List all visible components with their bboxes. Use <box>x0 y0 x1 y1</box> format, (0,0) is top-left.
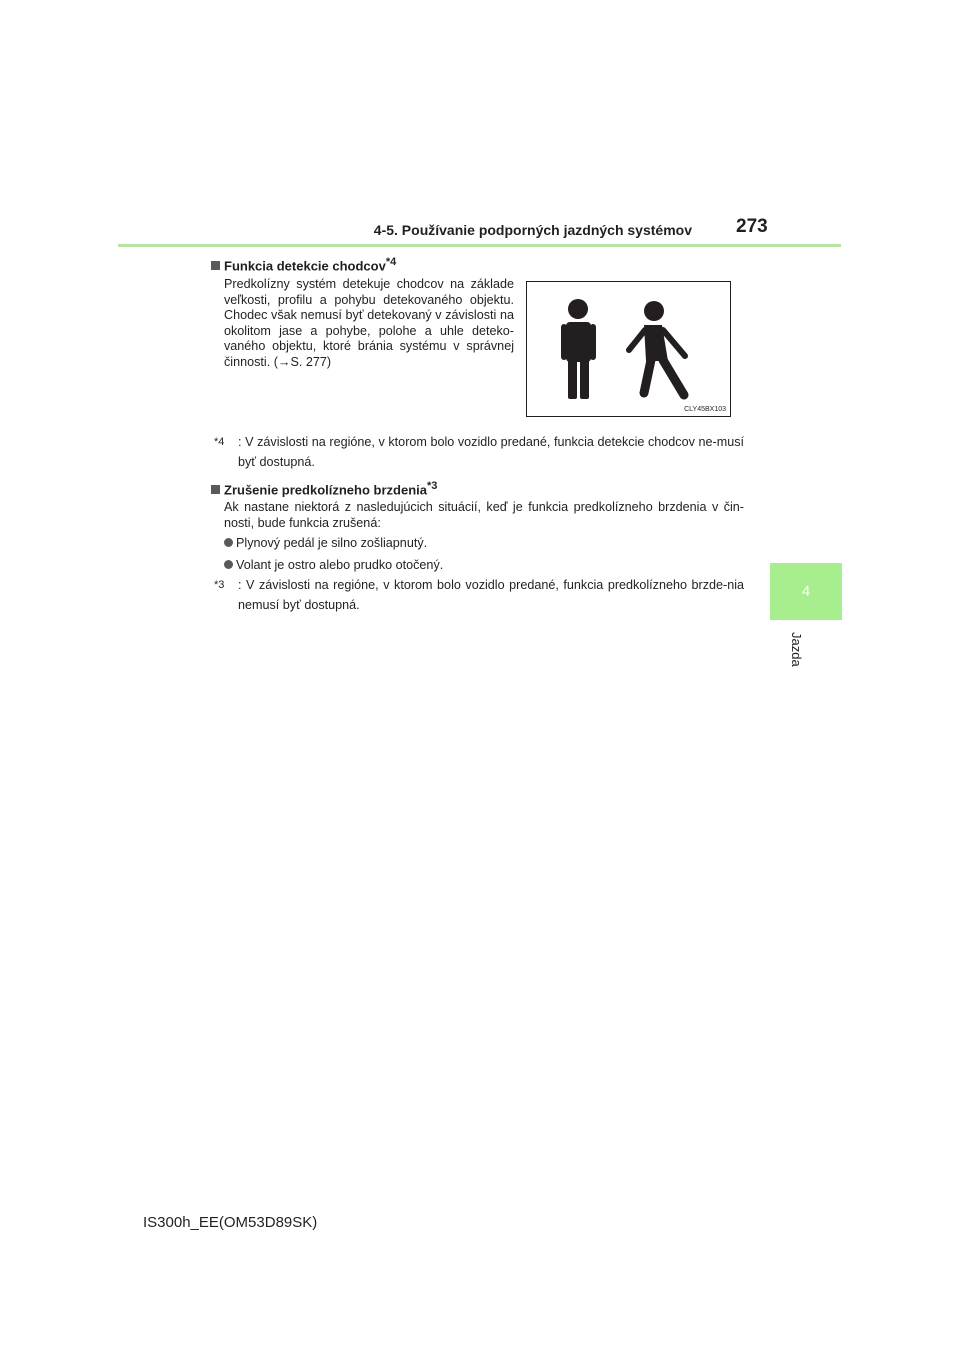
figure-pedestrians <box>526 281 731 417</box>
footnote-mark: *3 <box>214 579 225 591</box>
footnote-ref: *4 <box>385 256 397 268</box>
header-rule <box>118 244 841 247</box>
footnote <box>214 432 744 472</box>
section-heading-pedestrian <box>211 256 396 273</box>
round-bullet-icon <box>224 538 233 547</box>
header-section-title: 4-5. Používanie podporných jazdných systémov <box>373 222 692 238</box>
footnote-ref: *3 <box>426 480 438 492</box>
section-title: Funkcia detekcie chodcov <box>224 258 386 274</box>
section-title: Zrušenie predkolízneho brzdenia <box>224 482 427 498</box>
section-paragraph: Predkolízny systém detekuje chodcov na základe veľkosti, profilu a pohybu detekovaného objektu. Chodec však nemusí byť detekovaný v závislosti na okolitom jase a pohybe, polohe a uhle deteko-vaného objektu, ktoré bránia systému v správnej činnosti. (→S. 277) <box>224 277 514 369</box>
standing-person-icon <box>561 299 596 399</box>
bullet-item: Plynový pedál je silno zošliapnutý. <box>224 536 427 550</box>
chapter-number: 4 <box>801 583 811 600</box>
chapter-tab <box>770 563 842 620</box>
footer-model: IS300h_EE(OM53D89SK) <box>143 1214 318 1231</box>
bullet-item: Volant je ostro alebo prudko otočený. <box>224 558 443 572</box>
page-number: 273 <box>736 216 768 237</box>
footnote <box>214 575 744 615</box>
section-heading-cancel-braking <box>211 480 437 497</box>
footnote-mark: *4 <box>214 436 225 448</box>
section-paragraph: Ak nastane niektorá z nasledujúcich situácií, keď je funkcia predkolízneho brzdenia v čin-nosti, bude funkcia zrušená: <box>224 500 744 530</box>
walking-person-icon <box>629 301 685 395</box>
footnote-text: : V závislosti na regióne, v ktorom bolo vozidlo predané, funkcia predkolízneho brzde-nia nemusí byť dostupná. <box>238 578 744 612</box>
square-bullet-icon <box>211 485 220 494</box>
square-bullet-icon <box>211 261 220 270</box>
round-bullet-icon <box>224 560 233 569</box>
footnote-text: : V závislosti na regióne, v ktorom bolo vozidlo predané, funkcia detekcie chodcov ne-musí byť dostupná. <box>238 435 744 469</box>
figure-code: CLY45BX103 <box>684 406 726 413</box>
chapter-side-label: Jazda <box>789 632 804 667</box>
